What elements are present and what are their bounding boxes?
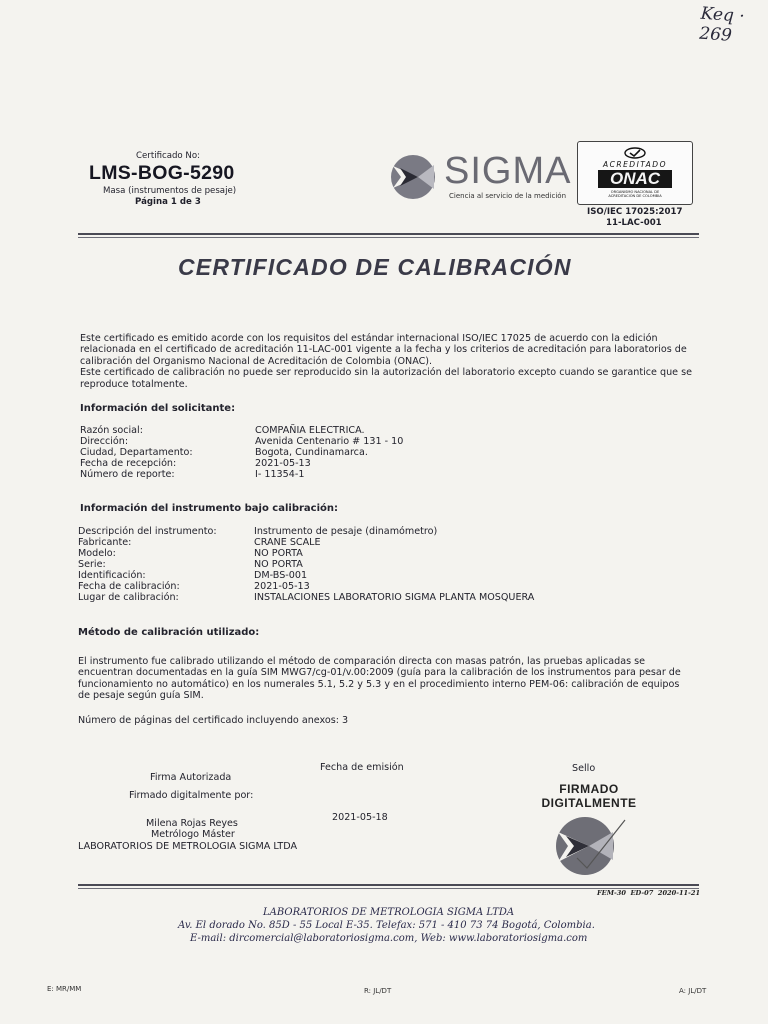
- page-info: Página 1 de 3: [135, 197, 201, 207]
- applicant-value: Avenida Centenario # 131 - 10: [255, 436, 404, 447]
- signer-role: Metrólogo Máster: [151, 829, 235, 840]
- cert-type: Masa (instrumentos de pesaje): [103, 186, 237, 196]
- issue-date-label: Fecha de emisión: [320, 762, 404, 773]
- brand-name: SIGMA: [444, 150, 572, 192]
- intro-line: Este certificado de calibración no puede ser reproducido sin la autorización del laboratorio excepto cuando se garantice que se: [80, 367, 693, 379]
- intro-paragraph: [80, 333, 700, 390]
- signed-by-label: Firmado digitalmente por:: [129, 790, 254, 801]
- onac-badge-sub: ORGANISMO NACIONAL DE ACREDITACIÓN DE COLOMBIA: [608, 190, 662, 199]
- handwritten-note: Keq · 269: [698, 3, 746, 46]
- instrument-value: 2021-05-13: [254, 581, 310, 592]
- seal-text-1: FIRMADO: [559, 782, 619, 796]
- header-divider-thin: [78, 237, 699, 238]
- intro-line: reproduce totalmente.: [80, 378, 188, 390]
- method-line: encuentran documentadas en la guía SIM MWG7/cg-01/v.00:2009 (guía para la calibración de los instrumentos para pesar de: [78, 667, 681, 679]
- instrument-label: Modelo:: [78, 548, 116, 559]
- method-heading: Método de calibración utilizado:: [78, 627, 260, 638]
- footer-address: Av. El dorado No. 85D - 55 Local E-35. Telefax: 571 - 410 73 74 Bogotá, Colombia.: [178, 920, 595, 931]
- onac-check-icon: [624, 147, 646, 159]
- instrument-value: NO PORTA: [254, 559, 303, 570]
- instrument-label: Lugar de calibración:: [78, 592, 179, 603]
- document-title: CERTIFICADO DE CALIBRACIÓN: [178, 254, 572, 280]
- instrument-label: Fecha de calibración:: [78, 581, 180, 592]
- applicant-heading: Información del solicitante:: [80, 403, 236, 414]
- brand-tagline: Ciencia al servicio de la medición: [449, 192, 567, 200]
- seal-label: Sello: [572, 763, 596, 774]
- instrument-value: INSTALACIONES LABORATORIO SIGMA PLANTA MOSQUERA: [254, 592, 535, 603]
- instrument-value: DM-BS-001: [254, 570, 308, 581]
- footer-contact: E-mail: dircomercial@laboratoriosigma.com, Web: www.laboratoriosigma.com: [190, 933, 588, 944]
- footer-divider: [78, 884, 699, 886]
- applicant-label: Fecha de recepción:: [80, 458, 177, 469]
- seal-emblem-icon: [549, 812, 629, 878]
- approved-by: A: JL/DT: [679, 987, 707, 995]
- method-paragraph: [78, 656, 700, 702]
- instrument-label: Fabricante:: [78, 537, 132, 548]
- reviewed-by: R: JL/DT: [364, 987, 392, 995]
- instrument-label: Identificación:: [78, 570, 146, 581]
- applicant-value: 2021-05-13: [255, 458, 311, 469]
- sigma-logo: [388, 150, 572, 206]
- digital-seal: [532, 782, 646, 882]
- instrument-value: Instrumento de pesaje (dinamómetro): [254, 526, 438, 537]
- signer-name: Milena Rojas Reyes: [146, 818, 238, 829]
- method-line: El instrumento fue calibrado utilizando el método de comparación directa con masas patrón, las pruebas aplicadas se: [78, 656, 646, 667]
- intro-line: calibración del Organismo Nacional de Acreditación de Colombia (ONAC).: [80, 355, 433, 367]
- elaborated-by: E: MR/MM: [47, 985, 82, 993]
- pages-note: Número de páginas del certificado incluyendo anexos: 3: [78, 715, 349, 726]
- header-divider: [78, 233, 699, 235]
- cert-code: LMS-BOG-5290: [89, 162, 235, 184]
- iso-standard: ISO/IEC 17025:2017: [587, 207, 683, 217]
- instrument-label: Descripción del instrumento:: [78, 526, 217, 537]
- applicant-label: Ciudad, Departamento:: [80, 447, 193, 458]
- accreditation-code: 11-LAC-001: [606, 218, 662, 228]
- seal-text-2: DIGITALMENTE: [541, 796, 637, 810]
- onac-badge-top: ACREDITADO: [602, 160, 667, 169]
- applicant-label: Número de reporte:: [80, 469, 175, 480]
- authorized-signature-label: Firma Autorizada: [150, 772, 232, 783]
- intro-line: Este certificado es emitido acorde con los requisitos del estándar internacional ISO/IEC 17025 de acuerdo con la edición: [80, 333, 658, 344]
- signer-lab: LABORATORIOS DE METROLOGIA SIGMA LTDA: [78, 841, 298, 852]
- cert-label: Certificado No:: [136, 151, 201, 161]
- onac-badge-main: ONAC: [598, 170, 672, 188]
- onac-badge: [577, 141, 693, 205]
- method-line: funcionamiento no automático) en los numerales 5.1, 5.2 y 5.3 y en el procedimiento interno PEM-06: calibración de equipos: [78, 678, 680, 690]
- sigma-emblem-icon: [388, 152, 438, 202]
- issue-date: 2021-05-18: [332, 812, 388, 823]
- applicant-label: Razón social:: [80, 425, 143, 436]
- instrument-value: CRANE SCALE: [254, 537, 321, 548]
- applicant-label: Dirección:: [80, 436, 129, 447]
- instrument-value: NO PORTA: [254, 548, 303, 559]
- applicant-value: I- 11354-1: [255, 469, 305, 480]
- intro-line: relacionada en el certificado de acreditación 11-LAC-001 vigente a la fecha y los criterios de acreditación para laboratorios de: [80, 344, 687, 356]
- instrument-label: Serie:: [78, 559, 106, 570]
- method-line: de pesaje según guía SIM.: [78, 690, 204, 702]
- applicant-value: Bogota, Cundinamarca.: [255, 447, 368, 458]
- form-code: FEM-30 ED-07 2020-11-21: [597, 889, 701, 897]
- footer-company: LABORATORIOS DE METROLOGIA SIGMA LTDA: [263, 907, 515, 918]
- instrument-heading: Información del instrumento bajo calibración:: [80, 503, 339, 514]
- applicant-value: COMPAÑIA ELECTRICA.: [255, 425, 365, 436]
